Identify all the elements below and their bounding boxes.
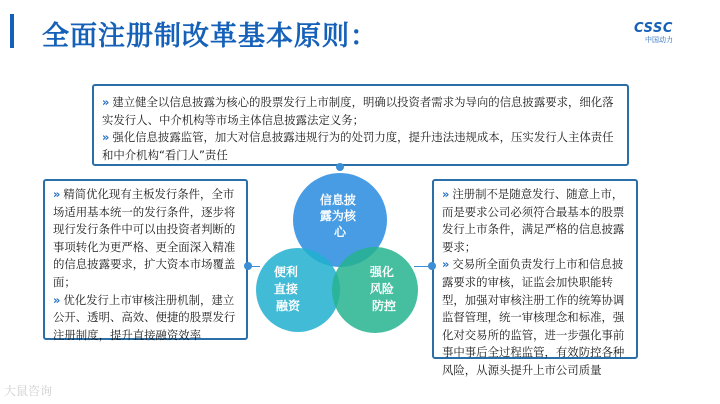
venn-right-label: 强化 风险 防控 bbox=[369, 265, 397, 313]
watermark-text: 大鼠咨询 bbox=[4, 384, 53, 398]
left-bullet-2: » 优化发行上市审核注册机制，建立公开、透明、高效、便捷的股票发行注册制度，提升直接融资效率 bbox=[53, 292, 236, 342]
logo-subtext: 中国动力 bbox=[645, 36, 673, 44]
title-accent-bar bbox=[10, 14, 14, 48]
right-bullet-2: » 交易所全面负责发行上市和信息披露要求的审核，证监会加快职能转型，加强对审核注册工作的统筹协调监督管理，统一审核理念和标准，强化对交易所的监管，进一步强化事前事中事后全过程监管，有效防控各种风险，从源头提升上市公司质量 bbox=[442, 257, 625, 377]
company-logo bbox=[634, 22, 684, 56]
bullet-marker-icon: » bbox=[102, 130, 110, 145]
bullet-marker-icon: » bbox=[53, 292, 61, 307]
bullet-marker-icon: » bbox=[53, 187, 61, 201]
venn-left-label: 便利 直接 融资 bbox=[273, 265, 301, 313]
logo-text: CSSC bbox=[634, 21, 673, 36]
venn-diagram bbox=[244, 170, 434, 350]
top-principle-box bbox=[92, 84, 629, 166]
right-bullet-1: » 注册制不是随意发行、随意上市，而是要求公司必须符合最基本的股票发行上市条件，满足严格的信息披露要求； bbox=[442, 187, 625, 254]
page-title: 全面注册制改革基本原则： bbox=[42, 21, 378, 52]
venn-top-label: 信息披 露为核 心 bbox=[319, 193, 356, 239]
top-bullet-1: » 建立健全以信息披露为核心的股票发行上市制度，明确以投资者需求为导向的信息披露要求，细化落实发行人、中介机构等市场主体信息披露法定义务； bbox=[102, 95, 614, 127]
left-principle-box bbox=[43, 179, 248, 340]
left-bullet-1: » 精简优化现有主板发行条件，全市场适用基本统一的发行条件，逐步将现行发行条件中可以由投资者判断的事项转化为更严格、更全面深入精准的信息披露要求，扩大资本市场覆盖面； bbox=[53, 187, 236, 289]
bullet-marker-icon: » bbox=[102, 95, 110, 109]
bullet-marker-icon: » bbox=[442, 257, 450, 272]
right-principle-box bbox=[432, 179, 638, 377]
bullet-marker-icon: » bbox=[442, 187, 450, 201]
top-bullet-2: » 强化信息披露监管，加大对信息披露违规行为的处罚力度，提升违法违规成本，压实发行人主体责任和中介机构“看门人”责任 bbox=[102, 130, 614, 162]
